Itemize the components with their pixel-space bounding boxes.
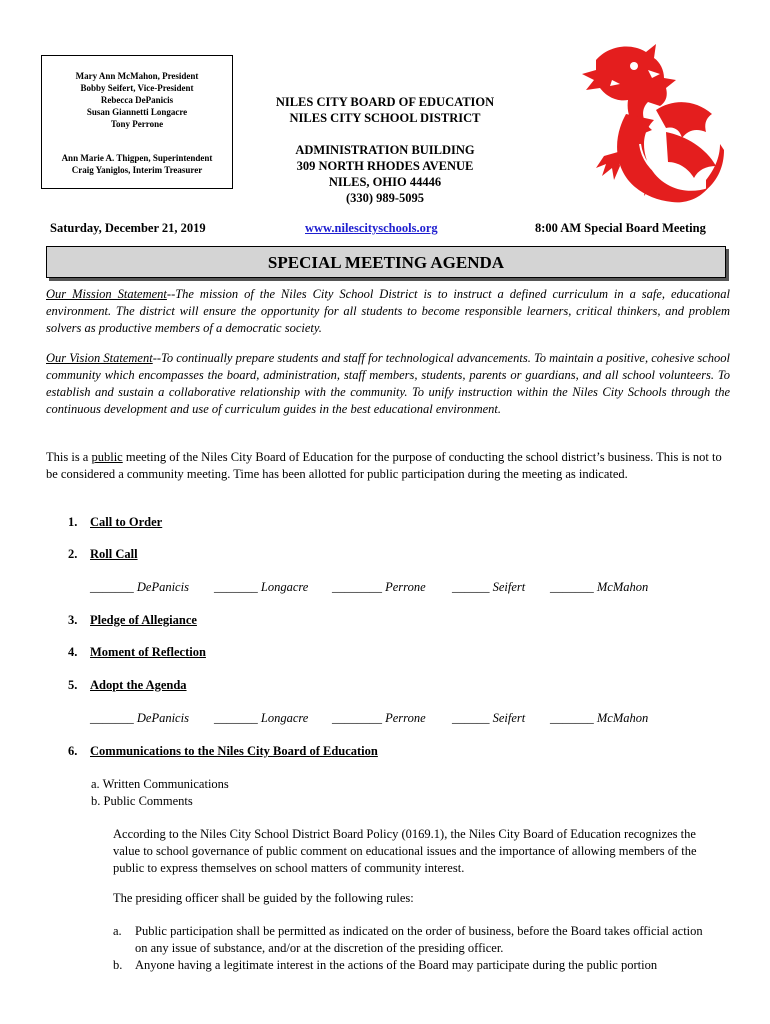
- vision-label: Our Vision Statement: [46, 351, 153, 365]
- public-notice-emph: public: [91, 450, 123, 464]
- meeting-date: Saturday, December 21, 2019: [50, 221, 206, 235]
- item-label: Roll Call: [90, 547, 138, 561]
- public-notice: [46, 449, 730, 483]
- meeting-time: 8:00 AM Special Board Meeting: [535, 221, 706, 235]
- board-member: Bobby Seifert, Vice-President: [80, 83, 194, 93]
- item-number: 1.: [68, 515, 78, 529]
- board-member: Mary Ann McMahon, President: [75, 71, 199, 81]
- dragon-logo-icon: [556, 40, 726, 208]
- item-number: 2.: [68, 547, 78, 561]
- agenda-title: SPECIAL MEETING AGENDA: [46, 246, 726, 278]
- website-link[interactable]: www.nilescityschools.org: [305, 221, 438, 235]
- board-members-box: [41, 55, 233, 189]
- item-number: 4.: [68, 645, 78, 659]
- item-number: 6.: [68, 744, 78, 758]
- roll-seifert: ______ Seifert: [452, 711, 526, 725]
- roll-depanicis: _______ DePanicis: [90, 580, 189, 594]
- address-block: [245, 142, 525, 206]
- item-label: Call to Order: [90, 515, 163, 529]
- superintendent: Ann Marie A. Thigpen, Superintendent: [61, 153, 213, 163]
- item-label: Pledge of Allegiance: [90, 613, 197, 627]
- rule-b: [113, 957, 723, 974]
- agenda-item-call-to-order: [68, 515, 162, 530]
- roll-mcmahon: _______ McMahon: [550, 711, 649, 725]
- treasurer: Craig Yaniglos, Interim Treasurer: [71, 165, 203, 175]
- rule-a: [113, 923, 715, 957]
- agenda-item-adopt-agenda: [68, 678, 187, 693]
- address-line3: NILES, OHIO 44446: [328, 175, 442, 189]
- org-line1: NILES CITY BOARD OF EDUCATION: [275, 95, 495, 109]
- org-line2: NILES CITY SCHOOL DISTRICT: [289, 111, 481, 125]
- agenda-item-reflection: [68, 645, 206, 660]
- public-comments: b. Public Comments: [91, 794, 193, 808]
- public-notice-pre: This is a: [46, 450, 92, 464]
- board-member: Rebecca DePanicis: [100, 95, 174, 105]
- item-label: Adopt the Agenda: [90, 678, 187, 692]
- rule-text: Anyone having a legitimate interest in the actions of the Board may participate during the public portion: [135, 958, 658, 972]
- board-member: Tony Perrone: [110, 119, 164, 129]
- agenda-item-roll-call: [68, 547, 138, 562]
- vision-statement: [46, 350, 730, 418]
- mission-statement: [46, 286, 730, 337]
- roll-longacre: _______ Longacre: [214, 580, 309, 594]
- agenda-item-communications: [68, 744, 378, 759]
- item-label: Communications to the Niles City Board of Education: [90, 744, 378, 758]
- public-notice-post: meeting of the Niles City Board of Education for the purpose of conducting the school district’s business. This is not to be considered a community meeting. Time has been allotted for public participation during the meeting as indicated.: [46, 450, 722, 481]
- address-line2: 309 NORTH RHODES AVENUE: [296, 159, 474, 173]
- policy-paragraph: According to the Niles City School District Board Policy (0169.1), the Niles City Board of Education recognizes the value to school governance of public comment on educational issues and the importance of allowing members of the public to express themselves on school matters of community interest.: [113, 827, 697, 875]
- roll-perrone: ________ Perrone: [332, 711, 426, 725]
- rule-text: Public participation shall be permitted as indicated on the order of business, before the Board takes official action on any issue of substance, and/or at the discretion of the presiding officer.: [135, 924, 703, 955]
- agenda-item-pledge: [68, 613, 197, 628]
- vision-text: --To continually prepare students and staff for technological advancements. To maintain a positive, cohesive school community which encompasses the board, administration, staff members, students, parents or guardians, and all school volunteers. To establish and sustain a collaborative relationship with the community. To unify instruction within the Niles City Schools through the continuous development and use of curriculum guides in the best educational environment.: [46, 351, 731, 416]
- phone-number: (330) 989-5095: [345, 191, 425, 205]
- item-number: 3.: [68, 613, 78, 627]
- written-communications: a. Written Communications: [91, 777, 229, 791]
- item-number: 5.: [68, 678, 78, 692]
- roll-mcmahon: _______ McMahon: [550, 580, 649, 594]
- roll-perrone: ________ Perrone: [332, 580, 426, 594]
- roll-seifert: ______ Seifert: [452, 580, 526, 594]
- roll-longacre: _______ Longacre: [214, 711, 309, 725]
- org-heading: [245, 94, 525, 126]
- roll-depanicis: _______ DePanicis: [90, 711, 189, 725]
- address-line1: ADMINISTRATION BUILDING: [295, 143, 475, 157]
- rules-intro: The presiding officer shall be guided by the following rules:: [113, 891, 414, 905]
- rule-mark: b.: [113, 958, 123, 972]
- item-label: Moment of Reflection: [90, 645, 206, 659]
- rule-mark: a.: [113, 924, 122, 938]
- board-member: Susan Giannetti Longacre: [86, 107, 188, 117]
- mission-text: --The mission of the Niles City School District is to instruct a defined curriculum in a safe, educational environment. The district will ensure the opportunity for all students to become responsible learners, critical thinkers, and problem solvers as productive members of a democratic society.: [46, 287, 730, 335]
- mission-label: Our Mission Statement: [46, 287, 167, 301]
